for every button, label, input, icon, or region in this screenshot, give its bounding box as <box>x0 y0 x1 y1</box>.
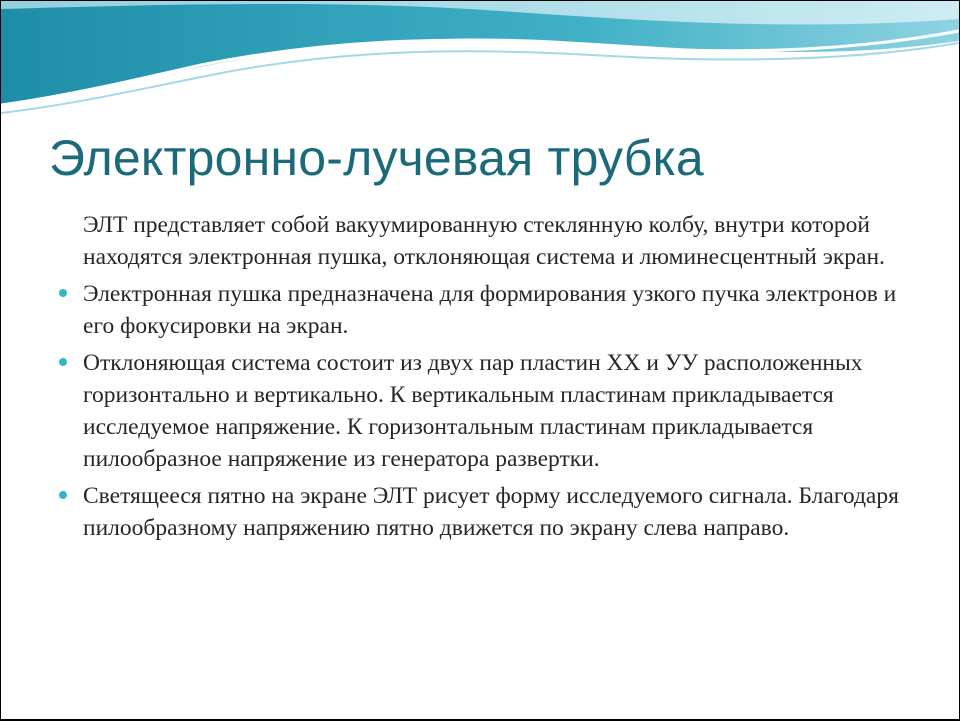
paragraph-text: ЭЛТ представляет собой вакуумированную стеклянную колбу, внутри которой находятся электронная пушка, отклоняющая система и люминесцентный экран. <box>83 212 885 270</box>
header-wave-decoration <box>1 1 959 131</box>
slide-body <box>59 209 919 549</box>
bullet-item <box>59 480 919 544</box>
slide <box>1 1 959 719</box>
bullet-text: Отклоняющая система состоит из двух пар пластин ХХ и УУ расположенных горизонтально и вертикально. К вертикальным пластинам прикладывается исследуемое напряжение. К горизонтальным пластинам прикладывается пилообразное напряжение из генератора развертки. <box>83 350 863 472</box>
bullet-item <box>59 347 919 475</box>
slide-title: Электронно-лучевая трубка <box>49 130 704 186</box>
bullet-dot-icon <box>59 289 67 297</box>
bullet-text: Светящееся пятно на экране ЭЛТ рисует форму исследуемого сигнала. Благодаря пилообразному напряжению пятно движется по экрану слева направо. <box>83 483 899 541</box>
bullet-item <box>59 278 919 342</box>
bullet-dot-icon <box>59 491 67 499</box>
intro-paragraph <box>59 209 919 273</box>
bullet-text: Электронная пушка предназначена для формирования узкого пучка электронов и его фокусировки на экран. <box>83 281 897 339</box>
bullet-dot-icon <box>59 358 67 366</box>
